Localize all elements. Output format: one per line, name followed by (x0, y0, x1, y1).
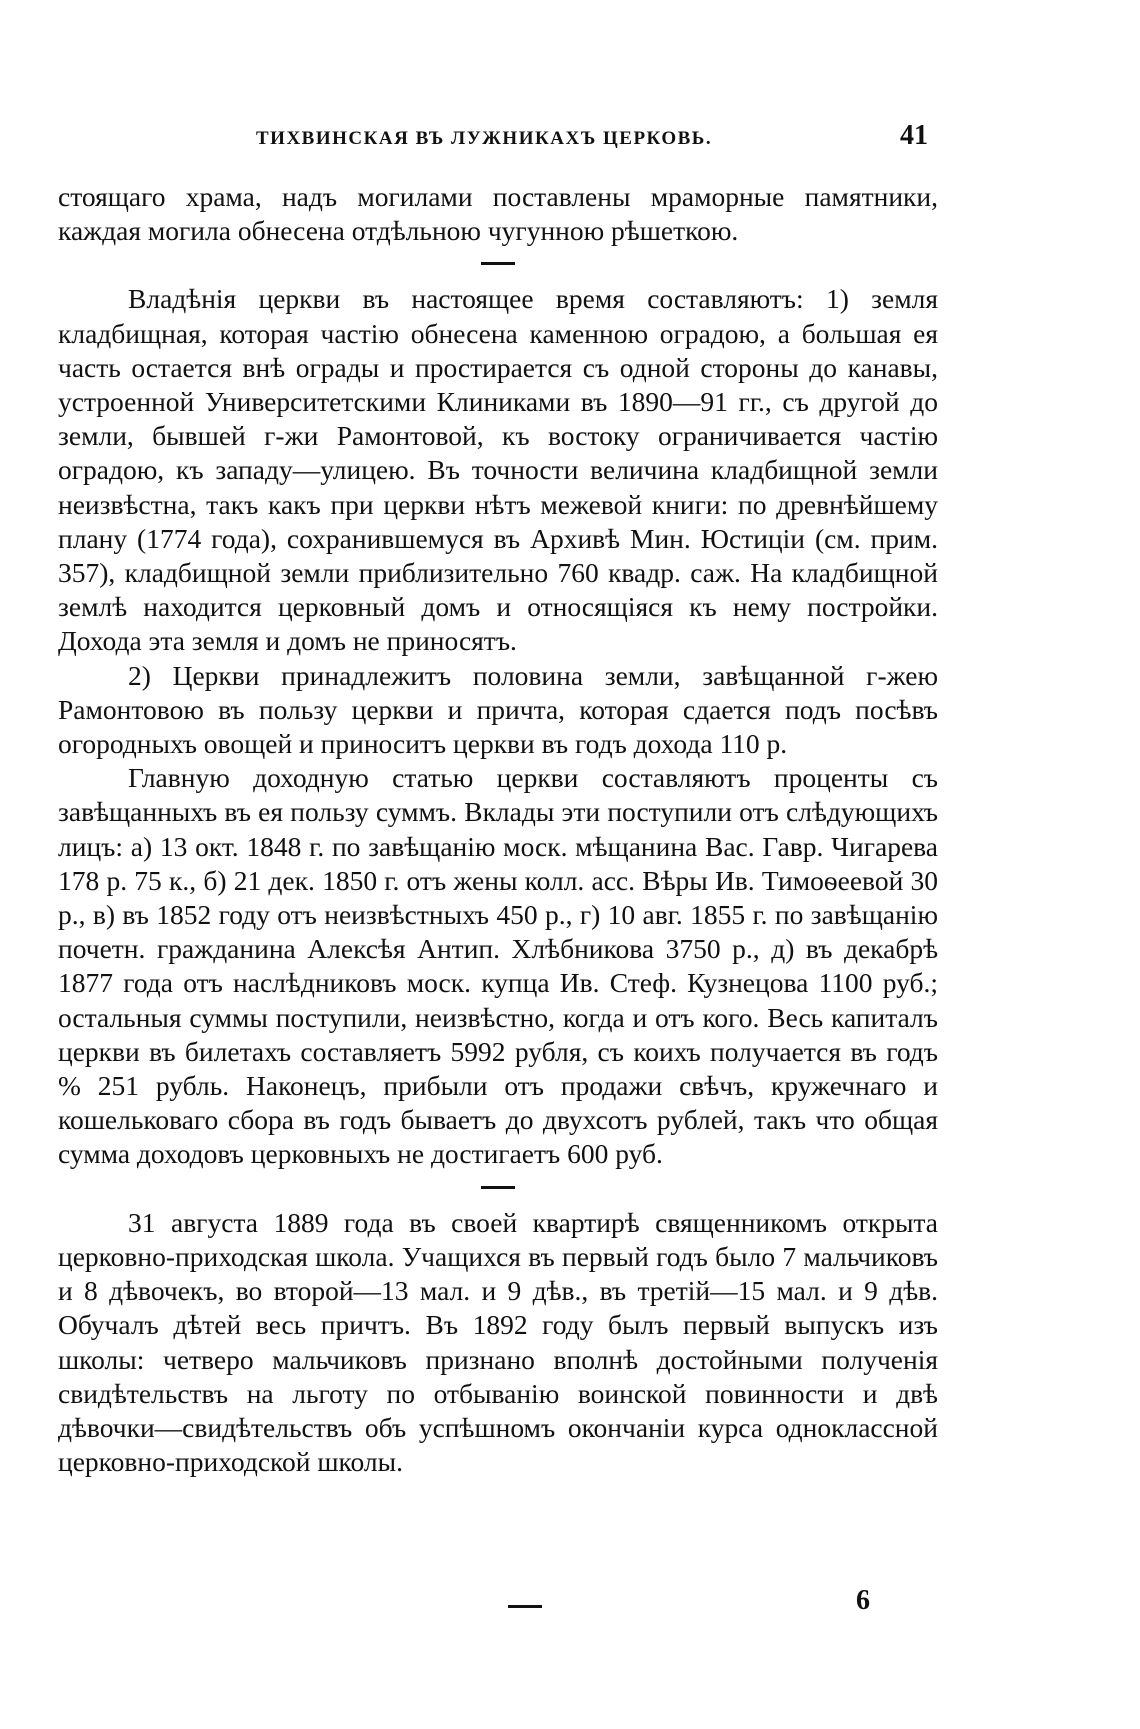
paragraph-income: Главную доходную статью церкви составляютъ проценты съ завѣщанныхъ въ ея пользу суммъ. Вклады эти поступили отъ слѣдующихъ лицъ: а) 13 окт. 1848 г. по завѣщанію моск. мѣщанина Вас. Гавр. Чигарева 178 р. 75 к., б) 21 дек. 1850 г. отъ жены колл. асс. Вѣры Ив. Тимоѳеевой 30 р., в) въ 1852 году отъ неизвѣстныхъ 450 р., г) 10 авг. 1855 г. по завѣщанію почетн. гражданина Алексѣя Антип. Хлѣбникова 3750 р., д) въ декабрѣ 1877 года отъ наслѣдниковъ моск. купца Ив. Стеф. Кузнецова 1100 руб.; остальныя суммы поступили, неизвѣстно, когда и отъ кого. Весь капиталъ церкви въ билетахъ составляетъ 5992 рубля, съ коихъ получается въ годъ % 251 рубль. Наконецъ, прибыли отъ продажи свѣчъ, кружечнаго и кошельковаго сбора въ годъ бываетъ до двухсотъ рублей, такъ что общая сумма доходовъ церковныхъ не достигаетъ 600 руб. (58, 762, 938, 1170)
paragraph-church-property: Владѣнія церкви въ настоящее время составляютъ: 1) земля кладбищная, которая частію обнесена каменною оградою, а большая ея часть остается внѣ ограды и простирается съ одной стороны до канавы, устроенной Университетскими Клиниками въ 1890—91 гг., съ другой до земли, бывшей г-жи Рамонтовой, къ востоку ограничивается частію оградою, къ западу—улицею. Въ точности величина кладбищной земли неизвѣстна, такъ какъ при церкви нѣтъ межевой книги: по древнѣйшему плану (1774 года), сохранившемуся въ Архивѣ Мин. Юстиціи (см. прим. 357), кладбищной земли приблизительно 760 квадр. саж. На кладбищной землѣ находится церковный домъ и относящіяся къ нему постройки. Дохода эта земля и домъ не приносятъ. (58, 283, 938, 657)
body-text (58, 180, 938, 1479)
footer-dash (508, 1605, 542, 1608)
running-title: ТИХВИНСКАЯ ВЪ ЛУЖНИКАХЪ ЦЕРКОВЬ. (256, 128, 713, 149)
section-divider (481, 262, 515, 265)
paragraph-parish-school: 31 августа 1889 года въ своей квартирѣ священникомъ открыта церковно-приходская школа. Учащихся въ первый годъ было 7 мальчиковъ и 8 дѣвочекъ, во второй—13 мал. и 9 дѣв., въ третій—15 мал. и 9 дѣв. Обучалъ дѣтей весь причтъ. Въ 1892 году былъ первый выпускъ изъ школы: четверо мальчиковъ признано вполнѣ достойными полученія свидѣтельствъ на льготу по отбыванію воинской повинности и двѣ дѣвочки—свидѣтельствъ объ успѣшномъ окончаніи курса одноклассной церковно-приходской школы. (58, 1206, 938, 1478)
section-divider (481, 1186, 515, 1189)
signature-mark: 6 (856, 1585, 870, 1616)
page-header (58, 120, 938, 160)
paragraph-land-bequest: 2) Церкви принадлежитъ половина земли, завѣщанной г-жею Рамонтовою въ пользу церкви и причта, которая сдается подъ посѣвъ огородныхъ овощей и приноситъ церкви въ годъ дохода 110 р. (58, 659, 938, 760)
paragraph-continuation: стоящаго храма, надъ могилами поставлены мраморные памятники, каждая могила обнесена отдѣльною чугунною рѣшеткою. (58, 181, 938, 247)
page-number: 41 (900, 120, 928, 151)
page-footer (58, 1585, 938, 1625)
